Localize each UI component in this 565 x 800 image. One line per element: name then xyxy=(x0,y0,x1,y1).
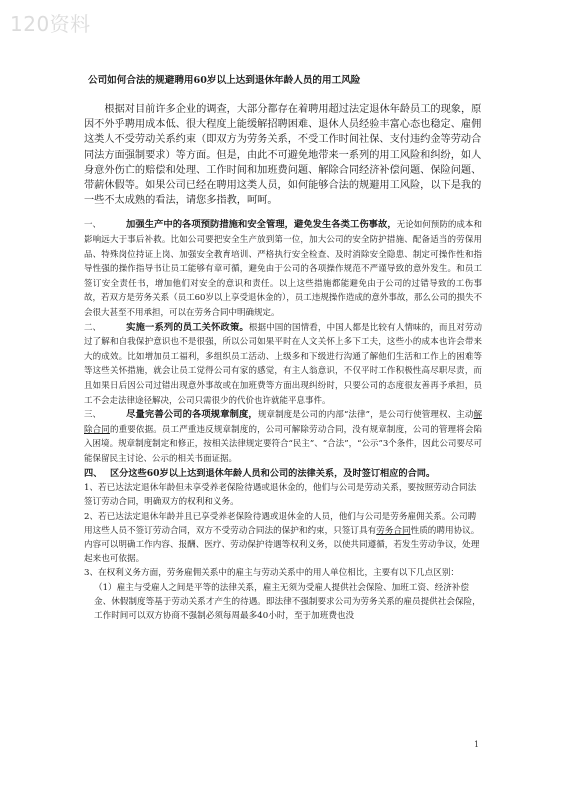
section-1-heading: 加强生产中的各项预防措施和安全管理，避免发生各类工伤事故， xyxy=(126,219,397,231)
section-4-item-2-post: 性质的聘用协议。内容可以明确工作内容、报酬、医疗、劳动保护待遇等权利义务，以使共同遵循，若发生劳动争议，处理起来也可依据。 xyxy=(84,525,480,565)
section-4-number: 四、 xyxy=(84,467,103,479)
labor-service-contract-link[interactable]: 劳务合同 xyxy=(376,525,411,536)
section-3-number: 三、 xyxy=(84,410,102,421)
section-2-number: 二、 xyxy=(84,322,102,333)
section-2-heading: 实施一系列的员工关怀政策。 xyxy=(126,321,249,333)
document-body xyxy=(84,102,482,623)
watermark-logo: 120资料 xyxy=(10,12,91,36)
section-1 xyxy=(84,218,482,320)
section-4-item-3: 3、在权利义务方面，劳务雇佣关系中的雇主与劳动关系中的用人单位相比，主要有以下几点区别： xyxy=(84,568,460,579)
section-3-body-pre: 规章制度是公司的内部“法律”，是公司行使管理权、主动 xyxy=(257,410,474,421)
intro-paragraph: 根据对目前许多企业的调查，大部分都存在着聘用超过法定退休年龄员工的现象，原因不外乎聘用成本低、很大程度上能缓解招聘困难、退休人员经验丰富心态也稳定、雇佣这类人不受劳动关系约束（即双方为劳务关系，不受工作时间社保、支付违约金等劳动合同法方面强制要求）等方面。但是，由此不可避免地带来一系列的用工风险和纠纷，如人身意外伤亡的赔偿和处理、工作时间和加班费问题、解除合同经济补偿问题、保险问题、带薪休假等。如果公司已经在聘用这类人员，如何能够合法的规避用工风险，以下是我的一些不太成熟的看法，请您多指教，呵呵。 xyxy=(84,104,482,207)
section-2 xyxy=(84,321,482,409)
termination-contract-link[interactable]: 解除合同 xyxy=(84,410,482,435)
section-4-heading xyxy=(84,467,482,482)
section-4-subitem-1: （1）雇主与受雇人之间是平等的法律关系，雇主无须为受雇人提供社会保险、加班工资、经济补偿金、休假制度等基于劳动关系才产生的待遇。即法律不强制要求公司为劳务关系的雇员提供社会保险，工作时间可以双方协商不强制必须每周最多40小时，至于加班费也没 xyxy=(94,582,481,621)
page-number: 1 xyxy=(474,740,480,749)
section-4-item-2-pre: 2、若已达法定退休年龄并且已享受养老保险待遇或退休金的人员，他们与公司是劳务雇佣关系。公司聘用这些人员不签订劳动合同，双方不受劳动合同法的保护和约束，只签订具有 xyxy=(84,511,477,536)
section-1-body: 无论如何预防的成本和影响远大于事后补救。比如公司要把安全生产放到第一位，加大公司的安全防护措施、配备适当的劳保用品、特殊岗位持证上岗、加强安全教育培训、严格执行安全检查、及时消除安全隐患、制定可操作性和指导性强的操作指导书让员工能够有章可循，避免由于公司的各项操作规范不严谨导致的意外发生。和员工签订安全责任书，增加他们对安全的意识和责任。以上这些措施都能避免由于公司的过错导致的工伤事故，若双方是劳务关系（员工60岁以上享受退休金的），员工违规操作造成的意外事故，那么公司的损失不会很大甚至不用承担，可以在劳务合同中明确规定。 xyxy=(84,220,482,318)
section-4-item-1: 1、若已达法定退休年龄但未享受养老保险待遇或退休金的，他们与公司是劳动关系，要按照劳动合同法签订劳动合同，明确双方的权利和义务。 xyxy=(84,483,477,508)
section-3 xyxy=(84,408,482,466)
section-4-title: 区分这些60岁以上达到退休年龄人员和公司的法律关系，及时签订相应的合同。 xyxy=(110,467,436,479)
section-3-body-post: 的重要依据。员工严重违反规章制度的，公司可解除劳动合同，没有规章制度，公司的管理将会陷入困境。规章制度制定和修正，按相关法律规定要符合“民主”、“合法”，“公示”3个条件，因此公司要尽可能保留民主讨论、公示的相关书面证据。 xyxy=(84,424,482,464)
section-2-body: 根据中国的国情看，中国人都是比较有人情味的，而且对劳动过了解和自我保护意识也不是很强，所以公司如果平时在人文关怀上多下工夫，这些小的成本也许会带来大的成效。比如增加员工福利，多组织员工活动、上级多和下级进行沟通了解他们生活和工作上的困难等等这些关怀措施，就会让员工觉得公司有家的感觉，有主人翁意识，不仅平时工作积极性高尽职尽责，而且如果日后因公司过错出现意外事故或在加班费等方面出现纠纷时，只要公司的态度很友善再予承担，员工不会走法律途径解决，公司只需很少的代价也许就能平息事件。 xyxy=(84,322,482,406)
section-3-heading: 尽量完善公司的各项规章制度， xyxy=(126,409,258,421)
page-title: 公司如何合法的规避聘用60岁以上达到退休年龄人员的用工风险 xyxy=(88,75,361,86)
section-4-item-2 xyxy=(84,510,482,567)
section-1-number: 一、 xyxy=(84,220,102,231)
